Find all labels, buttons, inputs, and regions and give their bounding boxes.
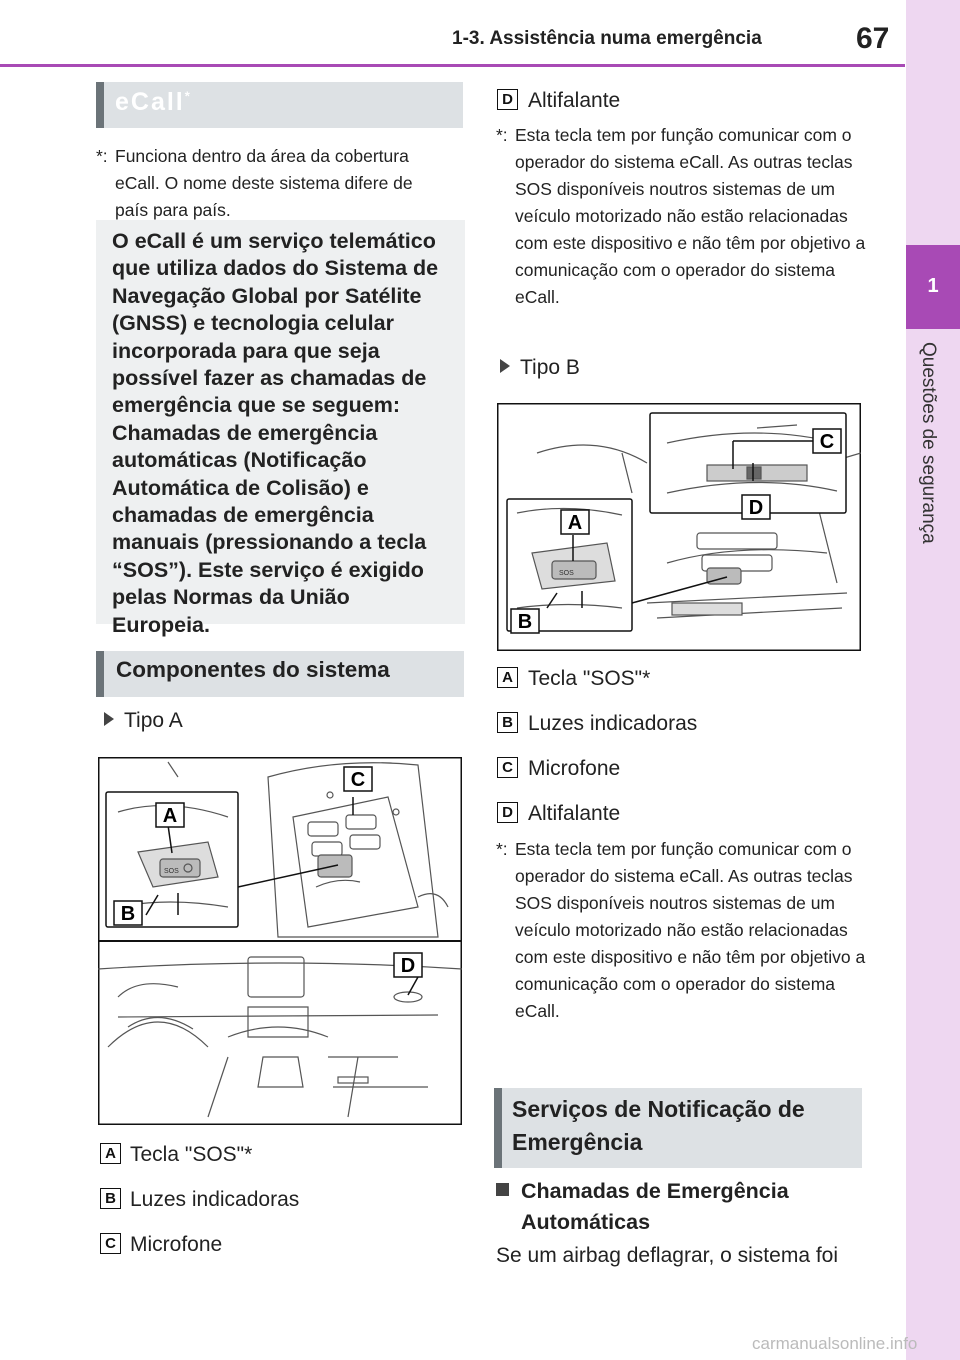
intro-text: O eCall é um serviço telemático que utiliza dados do Sistema de Navegação Global por Satélite (GNSS) e tecnologia celular incorporada para que seja possível fazer as chamadas de emergência que se seguem: Chamadas de emergência automáticas (Notificação Automática de Colisão) e chamadas de emergência manuais (pressionando a tecla “SOS”). Este serviço é exigido pelas Normas da União Europeia. [112,229,439,637]
item-text: Altifalante [528,89,621,112]
services-heading-text: Serviços de Notificação de Emergência [512,1096,805,1155]
watermark: carmanualsonline.info [752,1334,918,1353]
type-a-text: Tipo A [124,709,183,732]
item-text: Luzes indicadoras [528,712,698,735]
ecall-footnote [96,143,441,224]
item-letter-box: A [100,1143,121,1164]
header-rule [0,64,905,67]
figure-b-label-d: D [748,497,764,519]
components-heading-text: Componentes do sistema [116,657,390,682]
figure-a-label-c: C [350,769,366,791]
item-letter-box: B [497,712,518,733]
footnote-mark: *: [496,125,508,145]
type-a-illustration [98,757,462,1125]
ecall-title-mark: * [184,88,190,104]
page-number: 67 [856,22,890,55]
item-letter-box: D [497,89,518,110]
figure-a-label-d: D [400,955,416,977]
footnote-text: Esta tecla tem por função comunicar com o operador do sistema eCall. As outras teclas SOS disponíveis noutros sistemas de um veículo motorizado não estão relacionadas com este dispositivo e não têm por objetivo a comunicação com o operador do sistema eCall. [515,839,866,1021]
sos-button-text: SOS [559,570,574,577]
footnote-text: Funciona dentro da área da cobertura eCall. O nome deste sistema difere de país para país. [115,146,413,220]
item-letter-box: A [497,667,518,688]
square-bullet-icon [496,1183,509,1196]
body-paragraph: Se um airbag deflagrar, o sistema foi [496,1244,839,1267]
item-letter-box: C [497,757,518,778]
item-text: Microfone [528,757,621,780]
chapter-label: Questões de segurança [918,342,939,544]
item-text: Tecla "SOS"* [130,1143,253,1166]
side-tab-strip [906,0,960,1360]
section-title: 1-3. Assistência numa emergência [452,28,762,49]
footnote-mark: *: [96,146,108,166]
subsection-heading [496,1176,821,1238]
type-a-footnote [496,122,866,311]
item-letter-box: C [100,1233,121,1254]
item-text: Altifalante [528,802,621,825]
item-text: Tecla "SOS"* [528,667,651,690]
figure-a-label-b: B [120,903,136,925]
chapter-number: 1 [927,275,939,297]
type-b-label [500,356,580,380]
type-b-illustration [497,403,861,651]
item-text: Luzes indicadoras [130,1188,300,1211]
type-a-label [104,709,183,733]
triangle-bullet-icon [500,359,510,373]
type-b-footnote [496,836,866,1025]
triangle-bullet-icon [104,712,114,726]
item-letter-box: B [100,1188,121,1209]
item-text: Microfone [130,1233,223,1256]
sos-button-text: SOS [164,868,179,875]
footnote-text: Esta tecla tem por função comunicar com o operador do sistema eCall. As outras teclas SOS disponíveis noutros sistemas de um veículo motorizado não estão relacionadas com este dispositivo e não têm por objetivo a comunicação com o operador do sistema eCall. [515,125,866,307]
figure-b-label-b: B [517,611,533,633]
figure-b-label-c: C [819,431,835,453]
footnote-mark: *: [496,839,508,859]
figure-a-label-a: A [162,805,178,827]
ecall-heading-text [115,88,190,117]
type-b-text: Tipo B [520,356,580,379]
item-letter-box: D [497,802,518,823]
ecall-title: eCall [115,88,185,116]
subsection-text: Chamadas de Emergência Automáticas [521,1179,789,1234]
figure-b-label-a: A [567,512,583,534]
